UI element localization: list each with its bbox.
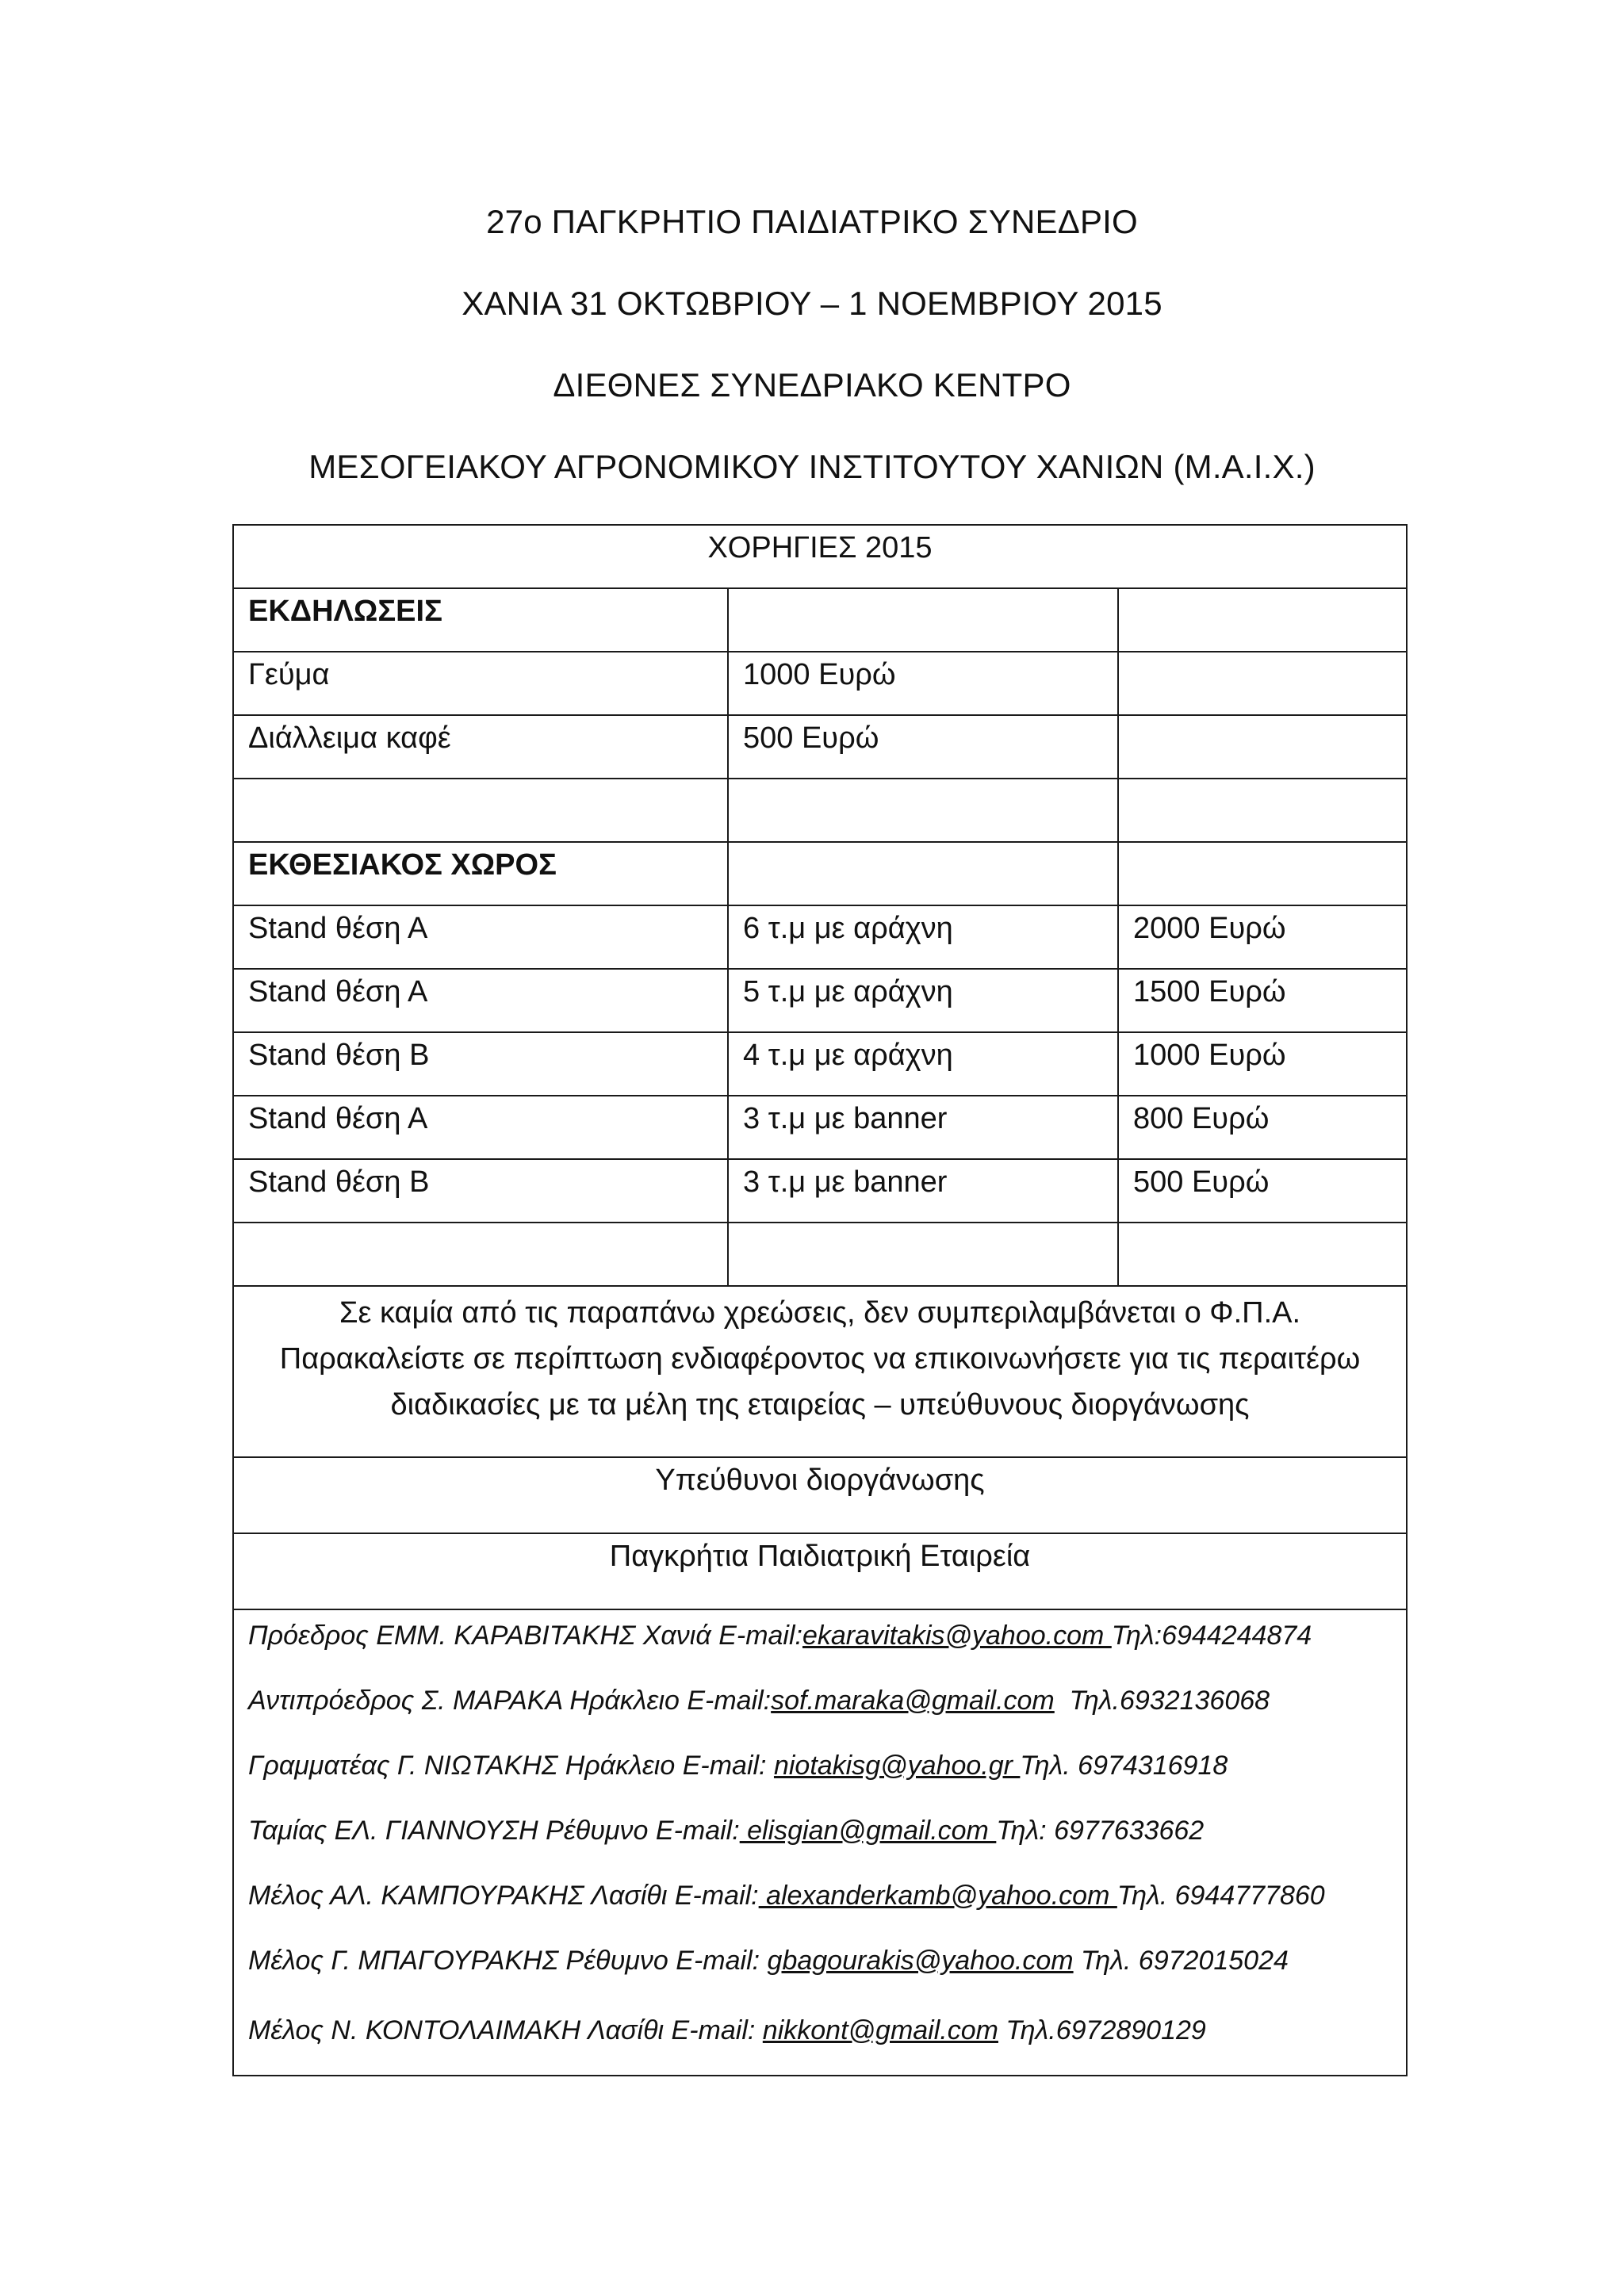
contacts-row	[233, 1609, 1407, 2076]
contact-phone: Τηλ: 6977633662	[996, 1816, 1205, 1846]
table-cell	[728, 588, 1118, 652]
table-cell: Stand θέση Α	[233, 1096, 728, 1159]
venue-line-2: ΜΕΣΟΓΕΙΑΚΟΥ ΑΓΡΟΝΟΜΙΚΟΥ ΙΝΣΤΙΤΟΥΤΟΥ ΧΑΝΙΩΝ (Μ.Α.Ι.Χ.)	[308, 448, 1316, 485]
contact-label: Αντιπρόεδρος Σ. ΜΑΡΑΚΑ Ηράκλειο E-mail:	[248, 1686, 772, 1716]
table-cell: Stand θέση Β	[233, 1159, 728, 1223]
table-row	[233, 1032, 1407, 1096]
table-title: ΧΟΡΗΓΙΕΣ 2015	[233, 525, 1407, 588]
table-row	[233, 779, 1407, 842]
table-cell: Stand θέση Α	[233, 969, 728, 1032]
table-cell: Διάλλειμα καφέ	[233, 715, 728, 779]
congress-title: 27ο ΠΑΓΚΡΗΤΙΟ ΠΑΙΔΙΑΤΡΙΚΟ ΣΥΝΕΔΡΙΟ	[486, 203, 1138, 240]
organizers-title-row	[233, 1457, 1407, 1533]
table-row	[233, 1159, 1407, 1223]
email-link[interactable]: ekaravitakis@yahoo.com	[802, 1621, 1112, 1651]
table-cell: 3 τ.μ με banner	[728, 1159, 1118, 1223]
email-link[interactable]: alexanderkamb@yahoo.com	[758, 1881, 1117, 1911]
congress-dates: ΧΑΝΙΑ 31 ΟΚΤΩΒΡΙΟΥ – 1 ΝΟΕΜΒΡΙΟΥ 2015	[462, 285, 1162, 322]
table-row	[233, 1096, 1407, 1159]
contact-phone: Τηλ. 6972015024	[1073, 1946, 1289, 1976]
table-row	[233, 588, 1407, 652]
table-cell	[1118, 652, 1407, 715]
email-link[interactable]: elisgian@gmail.com	[739, 1816, 997, 1846]
table-cell: 4 τ.μ με αράχνη	[728, 1032, 1118, 1096]
table-cell: Stand θέση Β	[233, 1032, 728, 1096]
table-cell	[1118, 588, 1407, 652]
table-cell: Stand θέση Α	[233, 905, 728, 969]
table-cell: 3 τ.μ με banner	[728, 1096, 1118, 1159]
table-cell	[1118, 715, 1407, 779]
contact-phone: Τηλ:6944244874	[1111, 1621, 1312, 1651]
table-cell	[728, 1223, 1118, 1286]
vat-note-line: Παρακαλείστε σε περίπτωση ενδιαφέροντος να επικοινωνήσετε για τις περαιτέρω	[279, 1342, 1361, 1376]
contact-label: Μέλος ΑΛ. ΚΑΜΠΟΥΡΑΚΗΣ Λασίθι E-mail:	[248, 1881, 759, 1911]
table-cell: 1000 Ευρώ	[728, 652, 1118, 715]
vat-note-line: Σε καμία από τις παραπάνω χρεώσεις, δεν συμπεριλαμβάνεται ο Φ.Π.Α.	[339, 1296, 1301, 1330]
table-row	[233, 842, 1407, 905]
table-row	[233, 969, 1407, 1032]
section-heading-events: ΕΚΔΗΛΩΣΕΙΣ	[233, 588, 728, 652]
contact-phone: Τηλ. 6944777860	[1116, 1881, 1325, 1911]
contact-label: Μέλος Ν. ΚΟΝΤΟΛΑΙΜΑΚΗ Λασίθι E-mail:	[248, 2015, 763, 2045]
table-cell: 2000 Ευρώ	[1118, 905, 1407, 969]
table-cell: 500 Ευρώ	[728, 715, 1118, 779]
contact-phone: Τηλ.6932136068	[1054, 1686, 1270, 1716]
contact-member	[248, 2015, 1392, 2046]
vat-note	[233, 1286, 1407, 1457]
email-link[interactable]: nikkont@gmail.com	[762, 2015, 998, 2045]
table-title-row	[233, 525, 1407, 588]
contact-label: Ταμίας ΕΛ. ΓΙΑΝΝΟΥΣΗ Ρέθυμνο E-mail:	[248, 1816, 740, 1846]
contact-label: Μέλος Γ. ΜΠΑΓΟΥΡΑΚΗΣ Ρέθυμνο E-mail:	[248, 1946, 768, 1976]
section-heading-exhibition: ΕΚΘΕΣΙΑΚΟΣ ΧΩΡΟΣ	[233, 842, 728, 905]
table-cell: 1000 Ευρώ	[1118, 1032, 1407, 1096]
contacts-list	[233, 1609, 1407, 2076]
organizers-title: Υπεύθυνοι διοργάνωσης	[233, 1457, 1407, 1533]
contact-label: Γραμματέας Γ. ΝΙΩΤΑΚΗΣ Ηράκλειο E-mail:	[248, 1751, 774, 1781]
table-cell	[1118, 842, 1407, 905]
contact-member	[248, 1880, 1392, 1911]
email-link[interactable]: niotakisg@yahoo.gr	[773, 1751, 1021, 1781]
contact-vice-president	[248, 1685, 1392, 1716]
table-cell: 5 τ.μ με αράχνη	[728, 969, 1118, 1032]
contact-phone: Τηλ.6972890129	[998, 2015, 1206, 2045]
table-row	[233, 905, 1407, 969]
table-cell: 6 τ.μ με αράχνη	[728, 905, 1118, 969]
contact-treasurer	[248, 1815, 1392, 1846]
email-link[interactable]: gbagourakis@yahoo.com	[767, 1946, 1074, 1976]
contact-secretary	[248, 1750, 1392, 1781]
contact-president	[248, 1620, 1392, 1651]
venue-line-1: ΔΙΕΘΝΕΣ ΣΥΝΕΔΡΙΑΚΟ ΚΕΝΤΡΟ	[553, 366, 1071, 404]
table-cell	[233, 1223, 728, 1286]
table-row	[233, 1223, 1407, 1286]
society-name: Παγκρήτια Παιδιατρική Εταιρεία	[233, 1533, 1407, 1609]
table-cell	[233, 779, 728, 842]
contact-phone: Τηλ. 6974316918	[1020, 1751, 1228, 1781]
contact-label: Πρόεδρος ΕΜΜ. ΚΑΡΑΒΙΤΑΚΗΣ Χανιά E-mail:	[248, 1621, 802, 1651]
table-cell: 1500 Ευρώ	[1118, 969, 1407, 1032]
table-row	[233, 715, 1407, 779]
table-cell	[728, 842, 1118, 905]
contact-member	[248, 1945, 1392, 1976]
table-cell	[1118, 779, 1407, 842]
table-cell: Γεύμα	[233, 652, 728, 715]
vat-note-row	[233, 1286, 1407, 1457]
vat-note-line: διαδικασίες με τα μέλη της εταιρείας – υπεύθυνους διοργάνωσης	[390, 1388, 1250, 1422]
table-cell: 500 Ευρώ	[1118, 1159, 1407, 1223]
table-row	[233, 652, 1407, 715]
email-link[interactable]: sof.maraka@gmail.com	[771, 1686, 1055, 1716]
table-cell: 800 Ευρώ	[1118, 1096, 1407, 1159]
sponsorship-table	[232, 524, 1408, 2076]
table-cell	[1118, 1223, 1407, 1286]
table-cell	[728, 779, 1118, 842]
society-name-row	[233, 1533, 1407, 1609]
